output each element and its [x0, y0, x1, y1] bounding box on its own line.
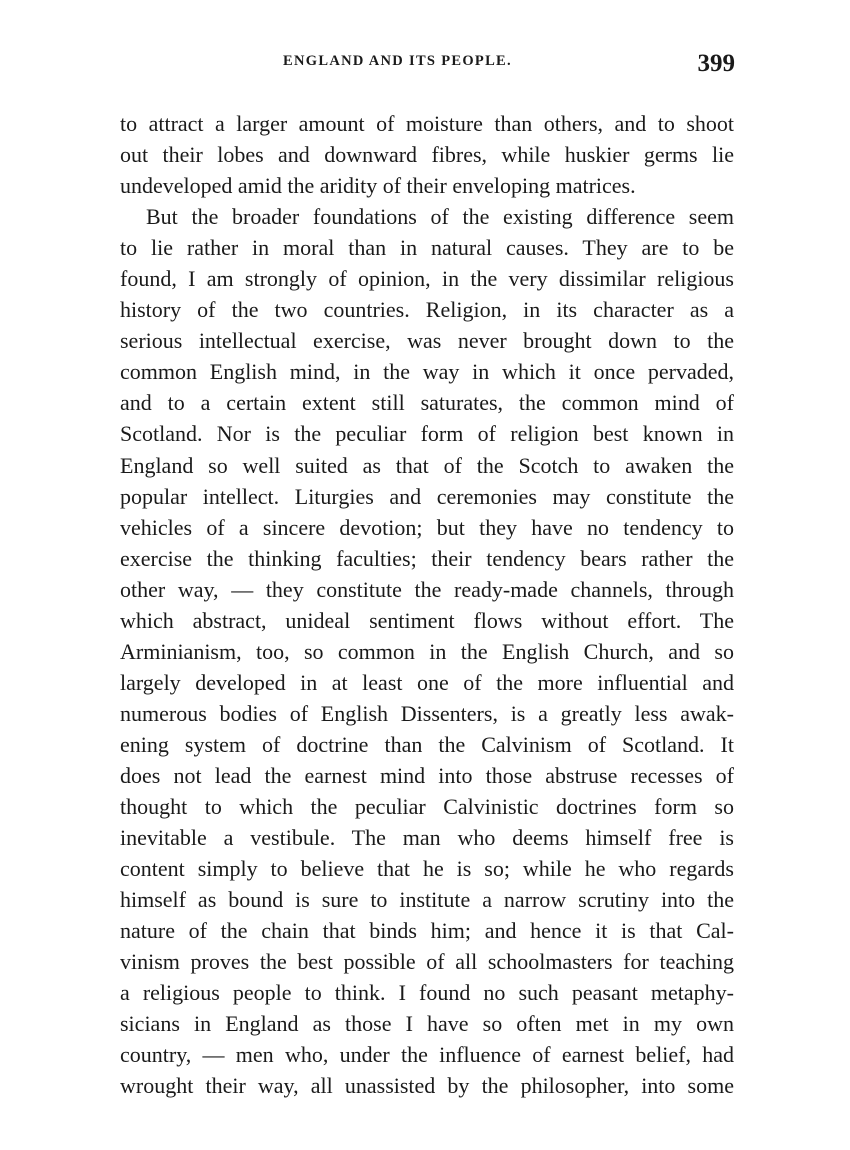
text-line: Scotland. Nor is the peculiar form of religion best known in	[120, 421, 734, 447]
text-line: out their lobes and downward fibres, while huskier germs lie	[120, 142, 734, 168]
text-line: common English mind, in the way in which it once pervaded,	[120, 359, 734, 385]
text-line: content simply to believe that he is so; while he who regards	[120, 856, 734, 882]
page-number: 399	[697, 50, 735, 77]
text-line: England so well suited as that of the Scotch to awaken the	[120, 452, 734, 478]
text-line: vinism proves the best possible of all schoolmasters for teaching	[120, 949, 734, 975]
text-line: vehicles of a sincere devotion; but they have no tendency to	[120, 514, 734, 540]
text-line: history of the two countries. Religion, in its character as a	[120, 297, 734, 323]
text-line: and to a certain extent still saturates, the common mind of	[120, 390, 734, 416]
text-line: wrought their way, all unassisted by the philosopher, into some	[120, 1073, 734, 1099]
text-line: But the broader foundations of the existing difference seem	[146, 204, 734, 230]
text-line: ening system of doctrine than the Calvinism of Scotland. It	[120, 731, 734, 757]
text-line: numerous bodies of English Dissenters, is a greatly less awak-	[120, 700, 734, 726]
text-line: largely developed in at least one of the more influential and	[120, 669, 734, 695]
text-line: serious intellectual exercise, was never brought down to the	[120, 328, 734, 354]
text-line: inevitable a vestibule. The man who deems himself free is	[120, 825, 734, 851]
text-line: to lie rather in moral than in natural causes. They are to be	[120, 235, 734, 261]
text-line: himself as bound is sure to institute a narrow scrutiny into the	[120, 887, 734, 913]
text-line: nature of the chain that binds him; and hence it is that Cal-	[120, 918, 734, 944]
text-line: does not lead the earnest mind into those abstruse recesses of	[120, 762, 734, 788]
body-text	[120, 108, 734, 1102]
text-line: exercise the thinking faculties; their tendency bears rather the	[120, 545, 734, 571]
text-line: popular intellect. Liturgies and ceremonies may constitute the	[120, 483, 734, 509]
text-line: country, — men who, under the influence of earnest belief, had	[120, 1042, 734, 1068]
text-line: Arminianism, too, so common in the English Church, and so	[120, 638, 734, 664]
text-line: undeveloped amid the aridity of their enveloping matrices.	[120, 173, 636, 199]
text-line: which abstract, unideal sentiment flows without effort. The	[120, 607, 734, 633]
running-title: ENGLAND AND ITS PEOPLE.	[283, 53, 512, 69]
text-line: to attract a larger amount of moisture than others, and to shoot	[120, 111, 734, 136]
running-head	[120, 50, 735, 82]
text-line: other way, — they constitute the ready-made channels, through	[120, 576, 734, 602]
text-line: sicians in England as those I have so often met in my own	[120, 1011, 734, 1037]
text-line: found, I am strongly of opinion, in the very dissimilar religious	[120, 266, 734, 292]
text-line: a religious people to think. I found no such peasant metaphy-	[120, 980, 734, 1006]
text-line: thought to which the peculiar Calvinistic doctrines form so	[120, 794, 734, 820]
